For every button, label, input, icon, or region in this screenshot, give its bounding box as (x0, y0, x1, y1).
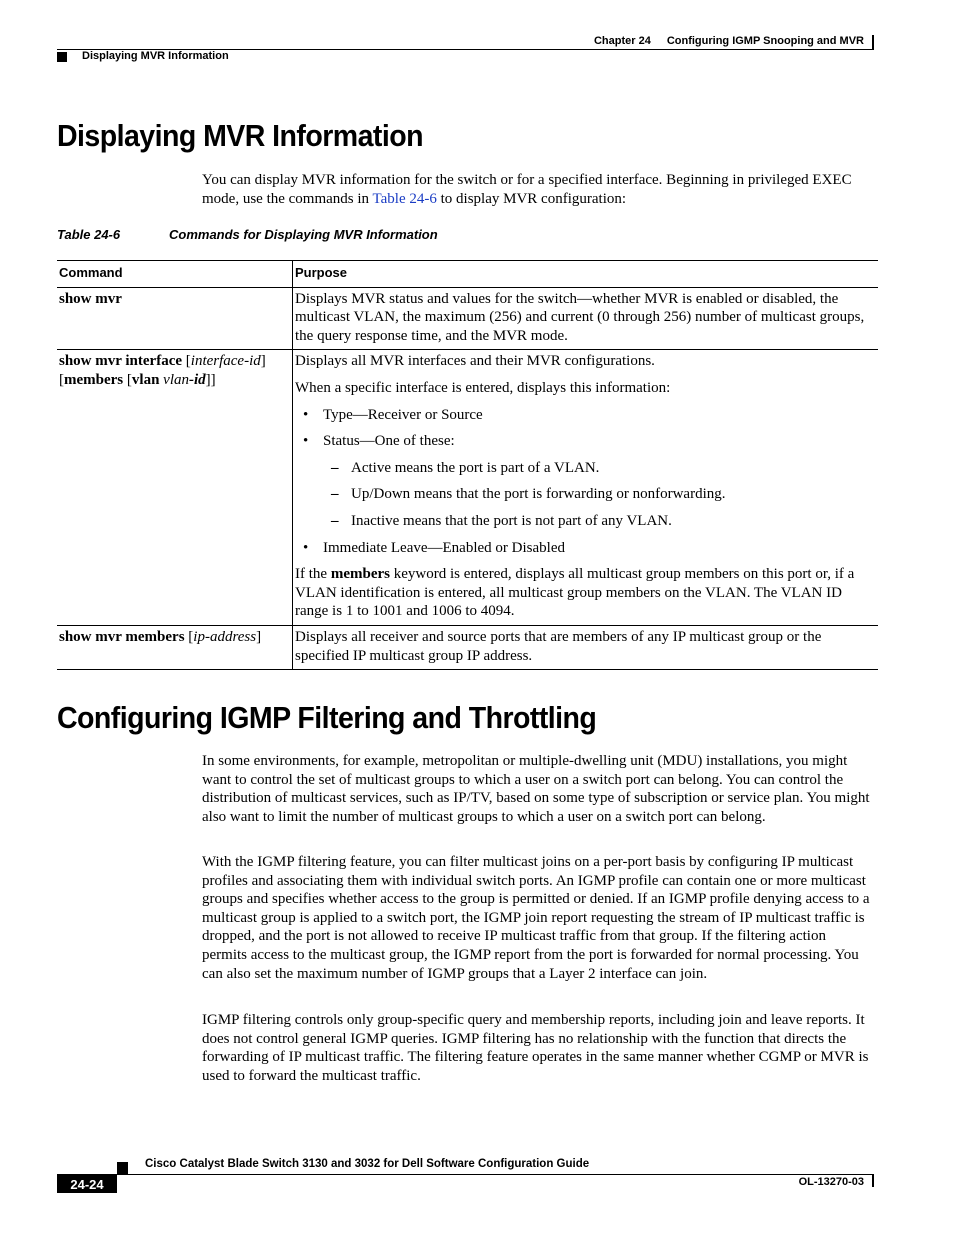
text-run: keyword is entered, displays all multicast group members on this port or, if a VLAN identification is entered, all multicast group members on the VLAN. The VLAN ID range is 1 to 1001 and 1006 to 4094. (295, 566, 855, 620)
running-header-section: Displaying MVR Information (82, 50, 229, 62)
bracket: [ (59, 371, 64, 388)
purpose-text: Displays all MVR interfaces and their MVR configurations. (295, 353, 655, 370)
column-header-command: Command (57, 261, 293, 288)
intro-text-before: You can display MVR information for the switch or for a specified interface. Beginning in privileged EXEC mode, use the commands in (202, 172, 852, 207)
header-marker (57, 52, 67, 62)
footer-rule (57, 1174, 874, 1175)
command-keyword: members (64, 371, 124, 388)
column-header-purpose: Purpose (293, 261, 879, 288)
purpose-cell (293, 625, 879, 669)
table-caption (57, 227, 438, 242)
bracket: ]] (205, 371, 216, 388)
text-run: If the (295, 566, 331, 583)
purpose-text (295, 565, 876, 621)
purpose-text: Displays all receiver and source ports that are members of any IP multicast group or the specified IP multicast group IP address. (295, 628, 822, 664)
table-row (57, 350, 878, 626)
bracket: ] (260, 353, 266, 370)
command-keyword: show mvr members (59, 628, 185, 645)
table-header-row (57, 261, 878, 288)
bullet-item: • Type—Receiver or Source (295, 406, 876, 425)
running-header-right (594, 35, 864, 47)
igmp-paragraph-2: With the IGMP filtering feature, you can filter multicast joins on a per-port basis by configuring IP multicast profiles and associating them with individual switch ports. An IGMP profile can contain one or more multicast groups and specifies whether access to the group is permitted or denied. If an IGMP profile denying access to a multicast group is applied to a switch port, the IGMP join report requesting the stream of IP multicast traffic is dropped, and the port is not allowed to receive IP multicast traffic from that group. If the filtering action permits access to the multicast group, the IGMP report from the port is forwarded for normal processing. You can also set the maximum number of IGMP groups that a Layer 2 interface can join. (202, 854, 870, 982)
page-number: 24-24 (57, 1175, 117, 1193)
table-title: Commands for Displaying MVR Information (169, 227, 438, 242)
bracket: [ (123, 371, 132, 388)
argument: vlan (163, 371, 189, 388)
document-number: OL-13270-03 (798, 1176, 864, 1188)
footer-vertical-bar (872, 1175, 874, 1187)
table-row (57, 287, 878, 350)
section-heading-igmp: Configuring IGMP Filtering and Throttling (57, 700, 597, 735)
argument-suffix: -id (189, 371, 206, 388)
bracket: ] (256, 628, 262, 645)
igmp-paragraph-1: In some environments, for example, metropolitan or multiple-dwelling unit (MDU) installations, you might want to control the set of multicast groups to which a user on a switch port can belong. You can control the distribution of multicast services, such as IP/TV, based on some type of subscription or service plan. You might also want to limit the number of multicast groups to which a user on a switch port can belong. (202, 753, 870, 825)
bracket: [ (184, 628, 194, 645)
header-vertical-bar (872, 35, 874, 49)
bullet-item: • Immediate Leave—Enabled or Disabled (295, 539, 876, 558)
table-row (57, 625, 878, 669)
footer-marker (117, 1162, 128, 1174)
table-number: Table 24-6 (57, 227, 121, 242)
command-keyword: show mvr interface (59, 353, 183, 370)
footer-guide-title: Cisco Catalyst Blade Switch 3130 and 3032 for Dell Software Configuration Guide (145, 1158, 590, 1170)
command-cell (57, 287, 293, 350)
dash-item: – Active means the port is part of a VLAN. (295, 459, 876, 478)
bullet-item: • Status—One of these: (295, 432, 876, 451)
command-cell (57, 625, 293, 669)
purpose-text: When a specific interface is entered, displays this information: (295, 379, 671, 396)
intro-text-after: to display MVR configuration: (436, 190, 627, 207)
purpose-cell (293, 287, 879, 350)
argument: interface-id (190, 353, 261, 370)
chapter-title: Configuring IGMP Snooping and MVR (666, 35, 864, 47)
command-cell (57, 350, 293, 626)
bracket: [ (182, 353, 191, 370)
purpose-text: Displays MVR status and values for the switch—whether MVR is enabled or disabled, the multicast VLAN, the maximum (256) and current (0 through 256) number of multicast groups, the query response time, and the MVR mode. (295, 290, 865, 344)
purpose-cell (293, 350, 879, 626)
chapter-number: Chapter 24 (593, 35, 651, 47)
mvr-commands-table (57, 260, 878, 670)
dash-item: – Up/Down means that the port is forwarding or nonforwarding. (295, 485, 876, 504)
section-heading-mvr: Displaying MVR Information (57, 118, 423, 153)
dash-item: – Inactive means that the port is not part of any VLAN. (295, 512, 876, 531)
command-keyword: vlan (131, 371, 160, 388)
command-text: show mvr (59, 290, 122, 307)
argument: ip-address (193, 628, 257, 645)
keyword: members (330, 566, 390, 583)
table-link[interactable]: Table 24-6 (372, 190, 437, 207)
igmp-paragraph-3: IGMP filtering controls only group-specific query and membership reports, including join and leave reports. It does not control general IGMP queries. IGMP filtering has no relationship with the function that directs the forwarding of IP multicast traffic. The filtering feature operates in the same manner whether CGMP or MVR is used to forward the multicast traffic. (202, 1012, 869, 1084)
intro-paragraph (202, 171, 874, 208)
